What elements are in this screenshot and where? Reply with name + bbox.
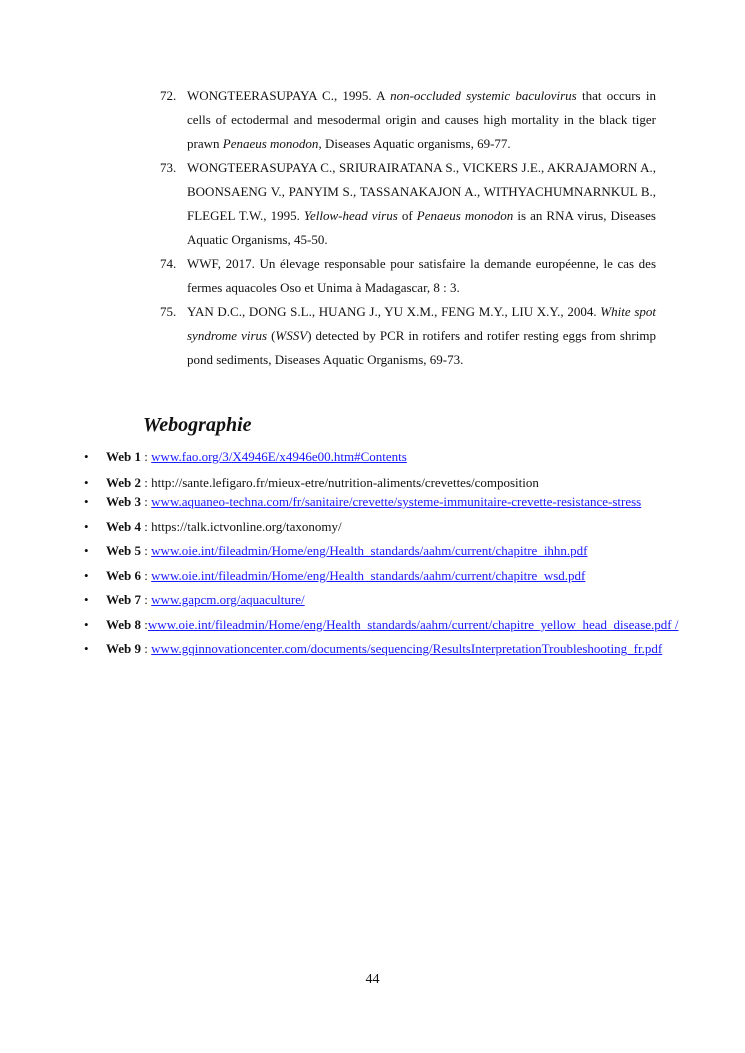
- bullet-icon: •: [84, 543, 89, 558]
- bullet-icon: •: [84, 519, 89, 534]
- bullet-icon: •: [84, 494, 89, 509]
- web-link[interactable]: www.aquaneo-techna.com/fr/sanitaire/crevette/systeme-immunitaire-crevette-resistance-stress: [151, 494, 642, 509]
- web-separator: :: [141, 617, 148, 632]
- web-url-text: https://talk.ictvonline.org/taxonomy/: [151, 519, 342, 534]
- reference-text-segment: is an RNA virus, Diseases Aquatic Organisms, 45-50.: [187, 208, 656, 247]
- reference-text-segment: WONGTEERASUPAYA C., SRIURAIRATANA S., VICKERS J.E., AKRAJAMORN A., BOONSAENG V., PANYIM S., TASSANAKAJON A., WITHYACHUMNARNKUL B., FLEGEL T.W., 1995.: [187, 160, 656, 223]
- page-number: 44: [365, 972, 380, 987]
- reference-item: [160, 84, 656, 156]
- web-item-text: [106, 473, 539, 493]
- web-separator: :: [141, 494, 152, 509]
- reference-text-segment: (: [267, 328, 276, 343]
- reference-text-segment: WONGTEERASUPAYA C., 1995. A: [187, 88, 391, 103]
- web-label: Web 9: [106, 641, 142, 656]
- web-item-text: [106, 517, 342, 537]
- web-link[interactable]: www.gapcm.org/aquaculture/: [151, 592, 305, 607]
- reference-text-segment: WWF, 2017. Un élevage responsable pour satisfaire la demande européenne, le cas des fermes aquacoles Oso et Unima à Madagascar, 8 : 3.: [187, 256, 656, 295]
- web-separator: :: [141, 519, 152, 534]
- reference-number: 73.: [160, 160, 177, 175]
- web-url-text: http://sante.lefigaro.fr/mieux-etre/nutrition-aliments/crevettes/composition: [151, 475, 539, 490]
- reference-text: [187, 156, 656, 252]
- reference-number: 72.: [160, 88, 177, 103]
- reference-number: 75.: [160, 304, 177, 319]
- webographie-heading: Webographie: [143, 414, 252, 436]
- web-link[interactable]: www.gqinnovationcenter.com/documents/sequencing/ResultsInterpretationTroubleshooting_fr.pdf: [151, 641, 663, 656]
- web-label: Web 2: [106, 475, 142, 490]
- reference-text-segment: of: [397, 208, 417, 223]
- web-separator: :: [141, 568, 152, 583]
- web-item-text: [106, 566, 585, 586]
- web-item-text: [106, 590, 305, 610]
- reference-text-segment: that occurs in cells of ectodermal and mesodermal origin and causes high mortality in the black tiger prawn: [187, 88, 656, 151]
- web-separator: :: [141, 543, 152, 558]
- web-link[interactable]: www.fao.org/3/X4946E/x4946e00.htm#Contents: [151, 449, 407, 464]
- web-item-text: [106, 639, 662, 659]
- web-label: Web 5: [106, 543, 142, 558]
- reference-italic-text: Penaeus monodon: [222, 136, 319, 151]
- web-separator: :: [141, 475, 152, 490]
- bullet-icon: •: [84, 641, 89, 656]
- reference-text-segment: , Diseases Aquatic organisms, 69-77.: [318, 136, 511, 151]
- reference-list: [160, 84, 656, 372]
- web-label: Web 4: [106, 519, 142, 534]
- web-separator: :: [141, 449, 152, 464]
- reference-italic-text: WSSV: [275, 328, 308, 343]
- web-item-text: [106, 615, 678, 635]
- web-label: Web 6: [106, 568, 142, 583]
- web-label: Web 3: [106, 494, 142, 509]
- reference-italic-text: Yellow-head virus: [303, 208, 398, 223]
- bullet-icon: •: [84, 449, 89, 464]
- web-separator: :: [141, 592, 152, 607]
- bullet-icon: •: [84, 475, 89, 490]
- web-label: Web 1: [106, 449, 142, 464]
- web-item-text: [106, 541, 588, 561]
- reference-italic-text: Penaeus monodon: [416, 208, 514, 223]
- reference-number: 74.: [160, 256, 177, 271]
- bullet-icon: •: [84, 592, 89, 607]
- reference-text: [187, 300, 656, 372]
- reference-italic-text: non-occluded systemic baculovirus: [390, 88, 577, 103]
- bullet-icon: •: [84, 617, 89, 632]
- web-link[interactable]: www.oie.int/fileadmin/Home/eng/Health_standards/aahm/current/chapitre_yellow_head_disease.pdf /: [147, 617, 679, 632]
- web-item-text: [106, 447, 407, 467]
- web-link[interactable]: www.oie.int/fileadmin/Home/eng/Health_standards/aahm/current/chapitre_ihhn.pdf: [151, 543, 588, 558]
- bullet-icon: •: [84, 568, 89, 583]
- reference-item: [160, 156, 656, 252]
- reference-item: [160, 300, 656, 372]
- reference-item: [160, 252, 656, 300]
- web-item-text: [106, 492, 641, 512]
- web-label: Web 7: [106, 592, 142, 607]
- web-separator: :: [141, 641, 152, 656]
- reference-text-segment: YAN D.C., DONG S.L., HUANG J., YU X.M., FENG M.Y., LIU X.Y., 2004.: [187, 304, 601, 319]
- reference-text-segment: ) detected by PCR in rotifers and rotifer resting eggs from shrimp pond sediments, Diseases Aquatic Organisms, 69-73.: [187, 328, 656, 367]
- reference-text: [187, 84, 656, 156]
- web-label: Web 8: [106, 617, 142, 632]
- web-link[interactable]: www.oie.int/fileadmin/Home/eng/Health_standards/aahm/current/chapitre_wsd.pdf: [151, 568, 586, 583]
- reference-text: [187, 252, 656, 300]
- reference-italic-text: White spot syndrome virus: [187, 304, 656, 343]
